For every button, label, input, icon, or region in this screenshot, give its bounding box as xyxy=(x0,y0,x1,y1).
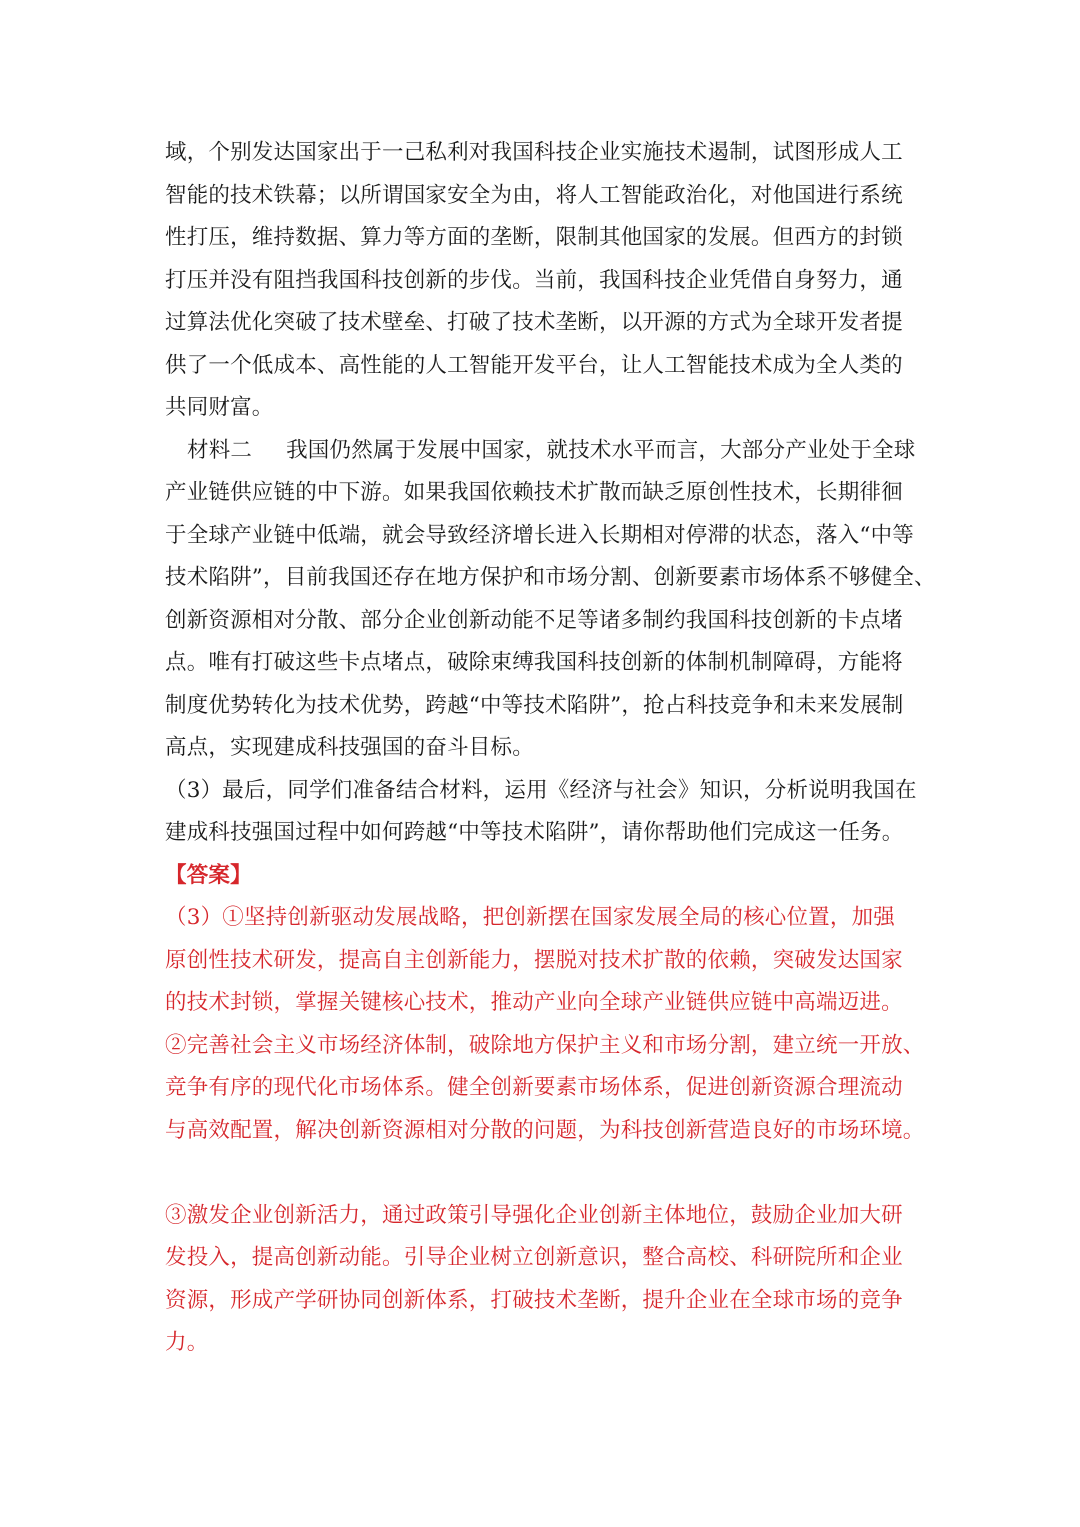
answer-section xyxy=(165,855,925,1365)
paragraph-line: 产业链供应链的中下游。如果我国依赖技术扩散而缺乏原创性技术，长期徘徊 xyxy=(165,480,903,505)
answer-line: ③激发企业创新活力，通过政策引导强化企业创新主体地位，鼓励企业加大研 xyxy=(165,1202,903,1228)
material-two-paragraph xyxy=(165,430,936,770)
answer-line: 资源，形成产学研协同创新体系，打破技术垄断，提升企业在全球市场的竞争 xyxy=(165,1287,903,1313)
paragraph-line: 点。唯有打破这些卡点堵点，破除束缚我国科技创新的体制机制障碍，方能将 xyxy=(165,650,903,675)
answer-line: 发投入，提高创新动能。引导企业树立创新意识，整合高校、科研院所和企业 xyxy=(165,1245,903,1270)
paragraph-line: 智能的技术铁幕；以所谓国家安全为由，将人工智能政治化，对他国进行系统 xyxy=(165,182,903,208)
paragraph-line: 性打压，维持数据、算力等方面的垄断，限制其他国家的发展。但西方的封锁 xyxy=(165,225,903,250)
answer-heading: 【答案】 xyxy=(165,862,252,888)
blank-line xyxy=(165,1152,925,1195)
paragraph-line: 过算法优化突破了技术壁垒、打破了技术垄断，以开源的方式为全球开发者提 xyxy=(165,310,903,335)
paragraph-line: 创新资源相对分散、部分企业创新动能不足等诸多制约我国科技创新的卡点堵 xyxy=(165,607,903,633)
question-paragraph xyxy=(165,770,925,855)
answer-line: 的技术封锁，掌握关键核心技术，推动产业向全球产业链供应链中高端迈进。 xyxy=(165,990,903,1015)
answer-line: 力。 xyxy=(165,1330,209,1355)
answer-line: 竞争有序的现代化市场体系。健全创新要素市场体系，促进创新资源合理流动 xyxy=(165,1075,903,1100)
material-two-first-text: 我国仍然属于发展中国家，就技术水平而言，大部分产业处于全球 xyxy=(286,437,916,463)
paragraph-line: 域，个别发达国家出于一己私利对我国科技企业实施技术遏制，试图形成人工 xyxy=(165,140,903,165)
question-line: （3）最后，同学们准备结合材料，运用《经济与社会》知识，分析说明我国在 xyxy=(165,777,917,803)
paragraph-line: 共同财富。 xyxy=(165,395,274,420)
answer-line: ②完善社会主义市场经济体制，破除地方保护主义和市场分割，建立统一开放、 xyxy=(165,1032,925,1058)
answer-point-3 xyxy=(165,1195,925,1365)
answer-point-1 xyxy=(165,897,925,1025)
paragraph-line: 打压并没有阻挡我国科技创新的步伐。当前，我国科技企业凭借自身努力，通 xyxy=(165,267,903,293)
answer-line: 与高效配置，解决创新资源相对分散的问题，为科技创新营造良好的市场环境。 xyxy=(165,1117,925,1143)
question-line: 建成科技强国过程中如何跨越“中等技术陷阱”，请你帮助他们完成这一任务。 xyxy=(165,820,904,845)
answer-line: （3）①坚持创新驱动发展战略，把创新摆在国家发展全局的核心位置，加强 xyxy=(165,905,895,930)
answer-line: 原创性技术研发，提高自主创新能力，摆脱对技术扩散的依赖，突破发达国家 xyxy=(165,947,903,973)
paragraph-line: 高点，实现建成科技强国的奋斗目标。 xyxy=(165,735,534,760)
paragraph-line: 于全球产业链中低端，就会导致经济增长进入长期相对停滞的状态，落入“中等 xyxy=(165,522,914,548)
paragraph-line: 制度优势转化为技术优势，跨越“中等技术陷阱”，抢占科技竞争和未来发展制 xyxy=(165,692,904,718)
material-two-label: 材料二 xyxy=(187,437,253,463)
paragraph-line: 技术陷阱”，目前我国还存在地方保护和市场分割、创新要素市场体系不够健全、 xyxy=(165,565,936,590)
paragraph-line: 供了一个低成本、高性能的人工智能开发平台，让人工智能技术成为全人类的 xyxy=(165,352,903,378)
document-content xyxy=(165,132,936,1365)
answer-point-2 xyxy=(165,1025,925,1153)
material-two-first-line xyxy=(165,430,925,473)
material-one-paragraph xyxy=(165,132,925,430)
